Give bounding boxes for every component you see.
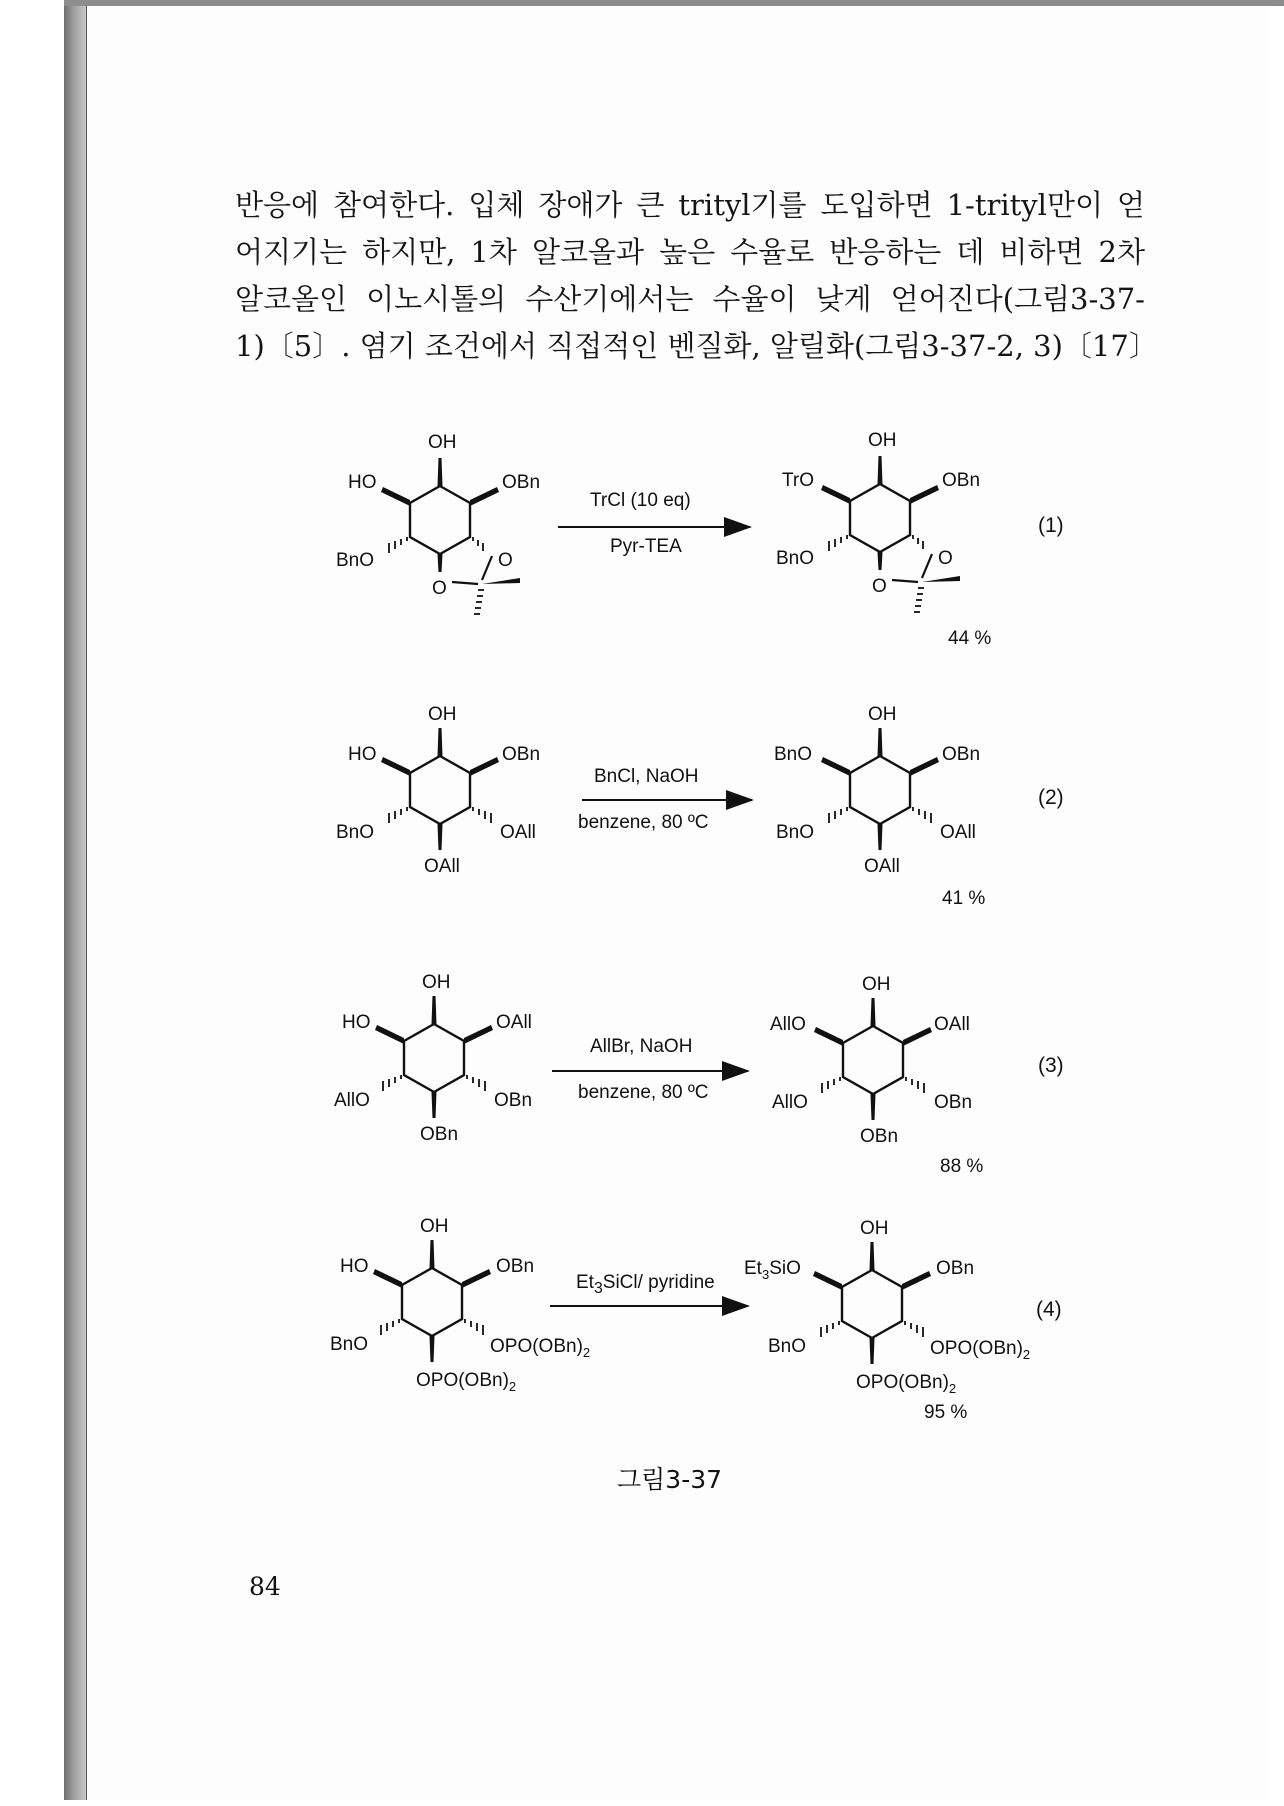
r2-product-oall-right-label: OAll [940, 822, 976, 843]
r4-reactant-phosphate-bottom-label [416, 1370, 516, 1398]
r4-product-silyl-ether-label [744, 1258, 801, 1286]
r3-product-obn-right-label: OBn [934, 1092, 973, 1113]
r2-product-bno-lower-label: BnO [776, 822, 815, 843]
reagent-text: Et [576, 1272, 594, 1293]
r1-product-oh-label: OH [868, 430, 897, 451]
r2-reagent-bottom: benzene, 80 ºC [578, 812, 709, 833]
r1-product-bno-label: BnO [776, 548, 815, 569]
r3-product-allo-lower-label: AllO [772, 1092, 808, 1113]
r2-yield: 41 % [942, 888, 986, 909]
r2-reactant-obn-label: OBn [502, 744, 541, 765]
r3-product-oh-label: OH [862, 974, 891, 995]
r3-reactant-oh-label: OH [422, 972, 451, 993]
r1-reactant-o-bottom-label: O [432, 578, 447, 599]
phosphate-text: OPO(OBn) [930, 1338, 1023, 1359]
body-paragraph [235, 182, 1158, 370]
r2-product-obn-label: OBn [942, 744, 981, 765]
r4-product-bno-label: BnO [768, 1336, 807, 1357]
phosphate-subscript: 2 [508, 1378, 517, 1394]
r3-reactant-allo-label: AllO [334, 1090, 370, 1111]
r4-reactant-oh-label: OH [420, 1216, 449, 1237]
phosphate-text: OPO(OBn) [856, 1372, 949, 1393]
r2-reactant-oall-right-label: OAll [500, 822, 536, 843]
r3-product-allo-upper-label: AllO [770, 1014, 806, 1035]
page-number: 84 [249, 1572, 281, 1601]
paragraph-line: 알코올인 이노시톨의 수산기에서는 수율이 낮게 얻어진다(그림3-37- [235, 282, 1145, 316]
r1-reactant-o-right-label: O [498, 550, 513, 571]
r3-reactant-ho-label: HO [342, 1012, 371, 1033]
r2-reagent-top: BnCl, NaOH [594, 766, 699, 787]
r4-reactant-ho-label: HO [340, 1256, 369, 1277]
r1-reagent-top: TrCl (10 eq) [590, 490, 691, 511]
paragraph-line: 반응에 참여한다. 입체 장애가 큰 trityl기를 도입하면 1-trityl만이 얻 [235, 188, 1145, 222]
r4-product-oh-label: OH [860, 1218, 889, 1239]
silyl-subscript: 3 [761, 1266, 770, 1282]
r1-product-tro-label: TrO [782, 470, 815, 491]
r3-reactant-obn-right-label: OBn [494, 1090, 533, 1111]
r1-reactant-ho-label: HO [348, 472, 377, 493]
r1-reactant-bno-label: BnO [336, 550, 375, 571]
book-spine-edge [64, 6, 86, 1800]
phosphate-subscript: 2 [1022, 1346, 1031, 1362]
r4-equation-number: (4) [1036, 1298, 1062, 1321]
r4-product-phosphate-right-label [930, 1338, 1030, 1366]
r2-reactant-oall-bottom-label: OAll [424, 856, 460, 877]
r3-reactant-oall-label: OAll [496, 1012, 532, 1033]
r1-product-o-bottom-label: O [872, 576, 887, 597]
r3-product-oall-label: OAll [934, 1014, 970, 1035]
r1-reagent-bottom: Pyr-TEA [610, 536, 682, 557]
phosphate-text: OPO(OBn) [416, 1370, 509, 1391]
r2-reactant-bno-label: BnO [336, 822, 375, 843]
r1-yield: 44 % [948, 628, 992, 649]
r3-reactant-obn-bottom-label: OBn [420, 1124, 459, 1145]
phosphate-text: OPO(OBn) [490, 1336, 583, 1357]
r1-equation-number: (1) [1038, 514, 1064, 537]
reagent-subscript: 3 [593, 1279, 603, 1297]
r4-reactant-bno-label: BnO [330, 1334, 369, 1355]
r4-reactant-obn-label: OBn [496, 1256, 535, 1277]
r1-reactant-oh-label: OH [428, 432, 457, 453]
r2-product-bno-upper-label: BnO [774, 744, 813, 765]
r4-reagent [576, 1272, 715, 1298]
r4-product-obn-label: OBn [936, 1258, 975, 1279]
r4-product-phosphate-bottom-label [856, 1372, 956, 1400]
r2-reactant-oh-label: OH [428, 704, 457, 725]
figure-caption: 그림3-37 [617, 1465, 723, 1494]
phosphate-subscript: 2 [948, 1380, 957, 1396]
r3-reagent-bottom: benzene, 80 ºC [578, 1082, 709, 1103]
paragraph-line: 1)〔5〕. 염기 조건에서 직접적인 벤질화, 알릴화(그림3-37-2, 3)〔17〕 [235, 329, 1158, 363]
r3-yield: 88 % [940, 1156, 984, 1177]
r1-product-obn-label: OBn [942, 470, 981, 491]
reaction-scheme [320, 410, 1100, 1450]
reagent-text: SiCl/ pyridine [602, 1272, 715, 1293]
r4-reactant-phosphate-right-label [490, 1336, 590, 1364]
silyl-text: SiO [769, 1258, 801, 1279]
r1-product-o-right-label: O [938, 548, 953, 569]
r1-reactant-obn-label: OBn [502, 472, 541, 493]
r3-equation-number: (3) [1038, 1054, 1064, 1077]
r2-product-oh-label: OH [868, 704, 897, 725]
phosphate-subscript: 2 [582, 1344, 591, 1360]
paragraph-line: 어지기는 하지만, 1차 알코올과 높은 수율로 반응하는 데 비하면 2차 [235, 235, 1145, 269]
r3-reagent-top: AllBr, NaOH [590, 1036, 693, 1057]
r4-yield: 95 % [924, 1402, 968, 1423]
r2-product-oall-bottom-label: OAll [864, 856, 900, 877]
r2-reactant-ho-label: HO [348, 744, 377, 765]
r3-product-obn-bottom-label: OBn [860, 1126, 899, 1147]
r2-equation-number: (2) [1038, 786, 1064, 809]
silyl-text: Et [744, 1258, 762, 1279]
